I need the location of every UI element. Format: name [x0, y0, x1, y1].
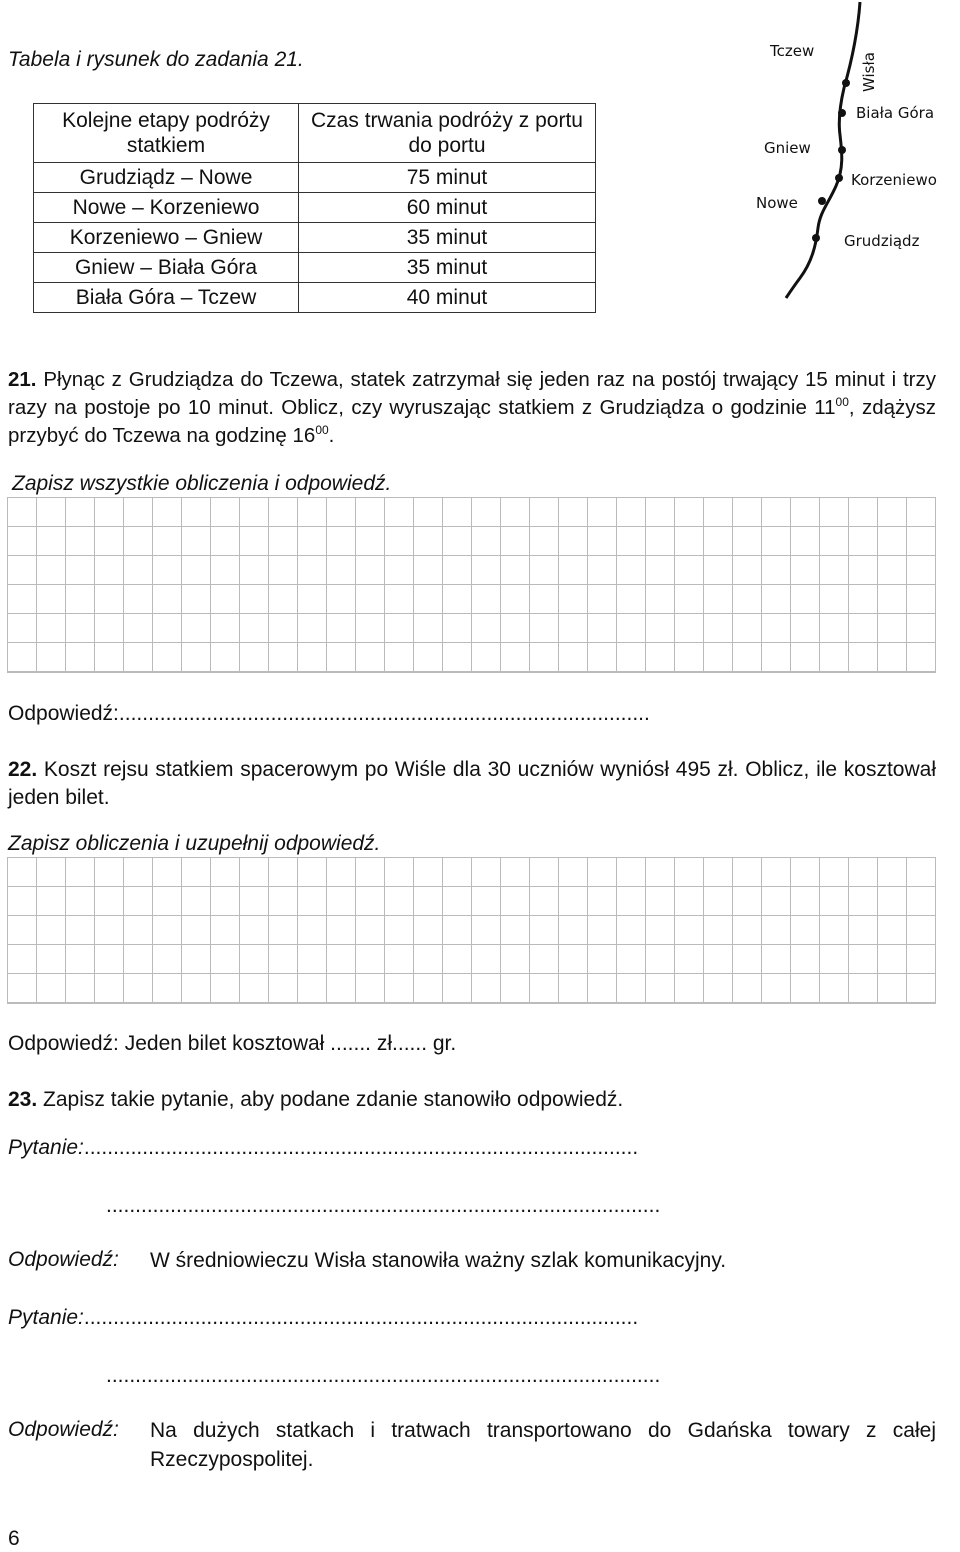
river-map: [740, 0, 960, 300]
question-22: [8, 756, 936, 812]
instruction: Zapisz obliczenia i uzupełnij odpowiedź.: [8, 832, 381, 855]
given-answer: Na dużych statkach i tratwach transportowano do Gdańska towary z całej Rzeczypospolitej.: [150, 1419, 936, 1471]
town-dot-korzeniewo: [835, 174, 843, 182]
answer-row-2: [8, 1416, 936, 1474]
superscript: 00: [835, 395, 849, 410]
table-cell-route: Biała Góra – Tczew: [34, 283, 299, 313]
question-text: Zapisz takie pytanie, aby podane zdanie stanowiło odpowiedź.: [43, 1088, 624, 1111]
question-number: 23.: [8, 1088, 38, 1111]
dots: ...............................................................................................: [83, 1136, 639, 1159]
map-label-tczew: Tczew: [770, 42, 815, 60]
question-text: Koszt rejsu statkiem spacerowym po Wiśle dla 30 uczniów wyniósł 495 zł. Oblicz, ile kosztował jeden bilet.: [8, 758, 936, 809]
route-table: [33, 103, 596, 313]
table-cell-time: 40 minut: [299, 283, 596, 313]
superscript: 00: [315, 423, 329, 438]
town-dot-grudziadz: [812, 234, 820, 242]
question-text: .: [328, 424, 335, 447]
question-text: , zdążysz przybyć do Tczewa na godzinę 16: [8, 396, 936, 447]
pytanie-line-2[interactable]: [8, 1304, 638, 1331]
given-answer: W średniowieczu Wisła stanowiła ważny szlak komunikacyjny.: [150, 1249, 727, 1272]
work-grid[interactable]: [7, 497, 936, 673]
table-cell-time: 35 minut: [299, 223, 596, 253]
table-cell-route: Korzeniewo – Gniew: [34, 223, 299, 253]
dots: ...............................................................................................: [83, 1306, 639, 1329]
question-text: Płynąc z Grudziądza do Tczewa, statek zatrzymał się jeden raz na postój trwający 15 minut i trzy razy na postoje po 10 minut. Oblicz, czy wyruszając statkiem z Grudziądza o godzinie 11: [8, 368, 936, 419]
question-number: 21.: [8, 368, 37, 391]
town-dot-gniew: [838, 146, 846, 154]
answer-line[interactable]: Odpowiedź: Jeden bilet kosztował ....... zł...... gr.: [8, 1032, 457, 1055]
table-cell-route: Nowe – Korzeniewo: [34, 193, 299, 223]
table-header-duration: Czas trwania podróży z portu do portu: [299, 104, 596, 163]
odpowiedz-label: Odpowiedź:: [8, 1248, 119, 1271]
town-dot-tczew: [842, 79, 850, 87]
map-label-grudziadz: Grudziądz: [844, 232, 920, 250]
page-number: 6: [8, 1527, 20, 1550]
work-grid[interactable]: [7, 857, 936, 1004]
table-cell-route: Grudziądz – Nowe: [34, 163, 299, 193]
town-dot-biala-gora: [838, 109, 846, 117]
answer-row-1: [8, 1246, 936, 1275]
town-dot-nowe: [818, 197, 826, 205]
table-cell-route: Gniew – Biała Góra: [34, 253, 299, 283]
map-label-river: Wisła: [860, 52, 878, 92]
table-cell-time: 60 minut: [299, 193, 596, 223]
question-23: [8, 1086, 623, 1113]
table-cell-time: 35 minut: [299, 253, 596, 283]
pytanie-line-1[interactable]: [8, 1134, 638, 1161]
question-21: [8, 366, 936, 450]
map-label-nowe: Nowe: [756, 194, 798, 212]
map-label-biala-gora: Biała Góra: [856, 104, 935, 122]
instruction: Zapisz wszystkie obliczenia i odpowiedź.: [12, 472, 392, 495]
table-caption: Tabela i rysunek do zadania 21.: [8, 48, 304, 71]
map-label-gniew: Gniew: [764, 139, 811, 157]
table-cell-time: 75 minut: [299, 163, 596, 193]
pytanie-label: Pytanie:: [8, 1136, 84, 1159]
odpowiedz-label: Odpowiedź:: [8, 1418, 119, 1441]
dots-continuation[interactable]: ...............................................................................................: [106, 1194, 661, 1217]
map-label-korzeniewo: Korzeniewo: [851, 171, 937, 189]
question-number: 22.: [8, 758, 38, 781]
answer-line[interactable]: Odpowiedź:...........................................................................................: [8, 702, 650, 725]
pytanie-label: Pytanie:: [8, 1306, 84, 1329]
dots-continuation[interactable]: ...............................................................................................: [106, 1364, 661, 1387]
table-header-stages: Kolejne etapy podróży statkiem: [34, 104, 299, 163]
